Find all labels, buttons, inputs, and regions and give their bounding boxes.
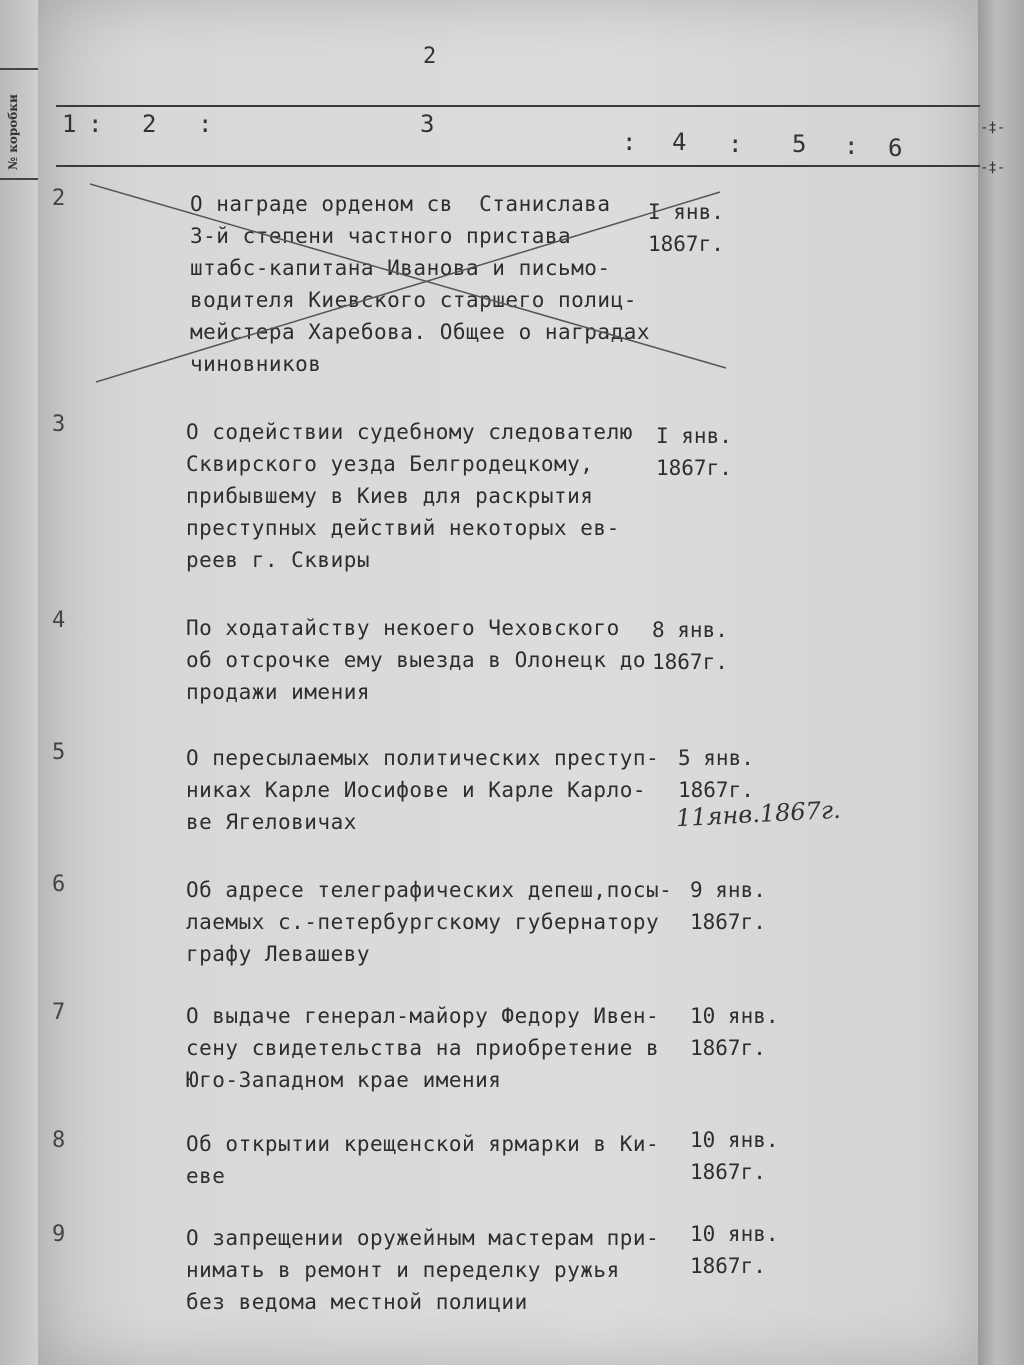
row-number: 6 xyxy=(52,872,66,897)
row-date: 9 янв. 1867г. xyxy=(690,878,766,934)
handwritten-date: 11янв.1867г. xyxy=(675,795,842,833)
row-date: 10 янв. 1867г. xyxy=(690,1222,779,1278)
row-date: янв. 1867г. xyxy=(648,200,724,256)
column-separator: : xyxy=(88,110,103,138)
column-header: 6 xyxy=(888,134,903,162)
row-date: 10 янв. 1867г. xyxy=(690,1128,779,1184)
row-date: 10 янв. 1867г. xyxy=(690,1004,779,1060)
row-date: 8 янв. 1867г. xyxy=(652,618,728,674)
row-number: 8 xyxy=(52,1128,66,1153)
page-edge xyxy=(978,0,1024,1365)
column-header: 4 xyxy=(672,128,687,156)
column-separator: : xyxy=(844,132,859,160)
box-number-label: № коробки xyxy=(6,94,20,170)
row-title: О содействии судебному следователю Сквирского уезда Белгродецкому, прибывшему в Киев для раскрытия преступных действий некоторых ев- реев г. Сквиры xyxy=(186,420,633,572)
margin-rule xyxy=(0,68,38,70)
row-number: 2 xyxy=(52,186,66,211)
row-title: Об открытии крещенской ярмарки в Ки- еве xyxy=(186,1132,660,1188)
row-date: I янв. 1867г. xyxy=(656,424,732,480)
edge-tick: -‡- xyxy=(980,120,1006,136)
header-top-rule xyxy=(56,105,980,107)
page-number: 2 xyxy=(423,44,437,69)
column-header: 2 xyxy=(142,110,157,138)
column-separator: : xyxy=(198,110,213,138)
row-title: О пересылаемых политических преступ- никах Карле Иосифове и Карле Карло- ве Ягеловичах xyxy=(186,746,660,834)
row-number: 3 xyxy=(52,412,66,437)
row-title: По ходатайству некоего Чеховского об отсрочке ему выезда в Олонецк до продажи имения xyxy=(186,616,647,704)
row-number: 9 xyxy=(52,1222,66,1247)
row-date: 5 янв. 1867г. xyxy=(678,746,754,802)
margin-rule xyxy=(0,178,38,180)
row-title: О награде орденом св Станислава 3-й степени частного пристава штабс-капитана Иванова и письмо- водителя полиц- мейстера Харебова. Общее о наградах чиновников xyxy=(190,192,651,376)
column-header-row xyxy=(58,108,978,162)
row-number: 7 xyxy=(52,1000,66,1025)
column-header: 1 xyxy=(62,110,77,138)
row-title: О запрещении оружейным мастерам при- нимать в ремонт и переделку ружья без ведома местной полиции xyxy=(186,1226,660,1314)
row-number: 5 xyxy=(52,740,66,765)
edge-tick: -‡- xyxy=(980,160,1006,176)
column-separator: : xyxy=(728,130,743,158)
header-bottom-rule xyxy=(56,165,980,167)
strike-through-cross xyxy=(90,180,740,390)
row-number: 4 xyxy=(52,608,66,633)
row-title: Об адресе телеграфических депеш,посы- лаемых с.-петербургскому губернатору графу Левашеву xyxy=(186,878,673,966)
column-header: 5 xyxy=(792,130,807,158)
column-separator: : xyxy=(622,128,637,156)
left-margin-strip xyxy=(0,0,39,1365)
column-header: 3 xyxy=(420,110,435,138)
row-title: О выдаче генерал-майору Федору Ивен- сену свидетельства на приобретение в Юго-Западном крае имения xyxy=(186,1004,660,1092)
